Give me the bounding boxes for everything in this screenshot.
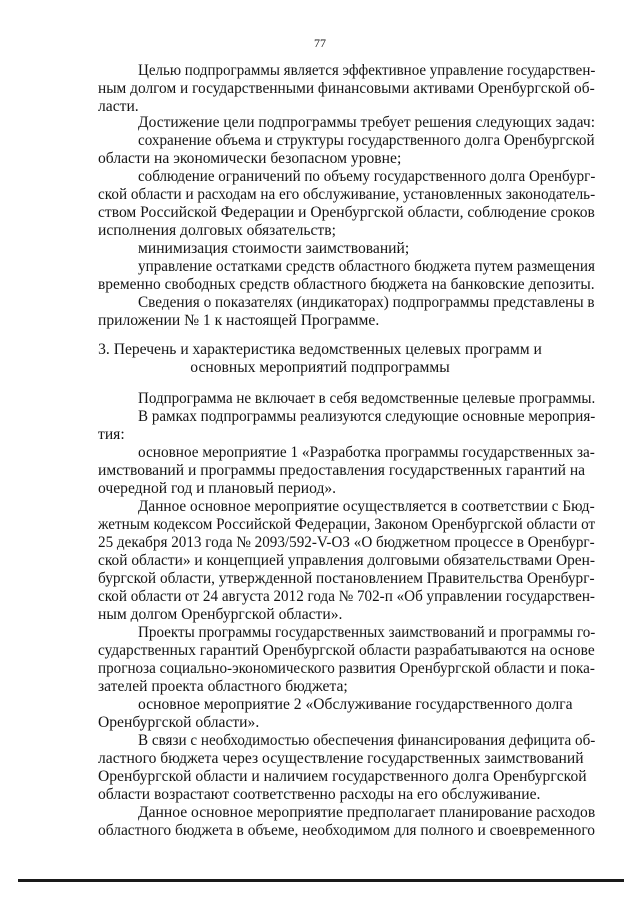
text-line: Подпрограмма не включает в себя ведомственные целевые программы. bbox=[138, 390, 596, 407]
scan-edge-divider bbox=[18, 879, 624, 882]
text-line: Проекты программы государственных заимствований и программы го- bbox=[138, 624, 596, 641]
text-line: Достижение цели подпрограммы требует решения следующих задач: bbox=[138, 114, 596, 131]
text-line: Оренбургской области и наличием государственного долга Оренбургской bbox=[98, 768, 587, 785]
text-line: имствований и программы предоставления государственных гарантий на bbox=[98, 462, 586, 479]
text-line: В связи с необходимостью обеспечения финансирования дефицита об- bbox=[138, 732, 596, 749]
text-line: очередной год и плановый период». bbox=[98, 480, 337, 497]
text-line: временно свободных средств областного бюджета на банковские депозиты. bbox=[98, 276, 595, 293]
text-line: ластного бюджета через осуществление государственных заимствований bbox=[98, 750, 584, 767]
text-line: областного бюджета в объеме, необходимом для полного и своевременного bbox=[98, 822, 596, 839]
text-line: основное мероприятие 1 «Разработка программы государственных за- bbox=[138, 444, 595, 461]
text-line: ской области и расходам на его обслуживание, установленных законодатель- bbox=[98, 186, 596, 203]
section-heading: 3. Перечень и характеристика ведомственных целевых программ и bbox=[98, 341, 542, 358]
text-line: сохранение объема и структуры государственного долга Оренбургской bbox=[138, 132, 595, 149]
text-line: прогноза социально-экономического развития Оренбургской области и пока- bbox=[98, 660, 595, 677]
text-line: 25 декабря 2013 года № 2093/592-V-ОЗ «О бюджетном процессе в Оренбург- bbox=[98, 534, 595, 551]
text-line: области на экономически безопасном уровне; bbox=[98, 150, 402, 167]
text-line: Данное основное мероприятие осуществляется в соответствии с Бюд- bbox=[138, 498, 595, 515]
text-line: приложении № 1 к настоящей Программе. bbox=[98, 312, 380, 329]
section-heading: основных мероприятий подпрограммы bbox=[190, 359, 450, 376]
text-line: ным долгом Оренбургской области». bbox=[98, 606, 343, 623]
text-line: ской области от 24 августа 2012 года № 702-п «Об управлении государствен- bbox=[98, 588, 595, 605]
text-line: Оренбургской области». bbox=[98, 714, 260, 731]
text-line: основное мероприятие 2 «Обслуживание государственного долга bbox=[138, 696, 573, 713]
page-number: 77 bbox=[314, 36, 326, 50]
text-line: Данное основное мероприятие предполагает планирование расходов bbox=[138, 804, 596, 821]
text-line: жетным кодексом Российской Федерации, Законом Оренбургской области от bbox=[98, 516, 596, 533]
text-line: сударственных гарантий Оренбургской области разрабатываются на основе bbox=[98, 642, 595, 659]
text-line: ным долгом и государственными финансовыми активами Оренбургской об- bbox=[98, 80, 595, 97]
text-line: ласти. bbox=[98, 98, 139, 115]
text-line: управление остатками средств областного бюджета путем размещения bbox=[138, 258, 595, 275]
text-line: минимизация стоимости заимствований; bbox=[138, 240, 410, 257]
text-line: ской области» и концепцией управления долговыми обязательствами Орен- bbox=[98, 552, 596, 569]
text-line: В рамках подпрограммы реализуются следующие основные мероприя- bbox=[138, 408, 596, 425]
text-line: соблюдение ограничений по объему государственного долга Оренбург- bbox=[138, 168, 596, 185]
text-line: зателей проекта областного бюджета; bbox=[98, 678, 348, 695]
text-line: области возрастают соответственно расходы на его обслуживание. bbox=[98, 786, 541, 803]
text-line: исполнения долговых обязательств; bbox=[98, 222, 336, 239]
text-line: Сведения о показателях (индикаторах) подпрограммы представлены в bbox=[138, 294, 595, 311]
text-line: ством Российской Федерации и Оренбургской области, соблюдение сроков bbox=[98, 204, 595, 221]
text-line: Целью подпрограммы является эффективное управление государствен- bbox=[138, 62, 596, 79]
text-line: тия: bbox=[98, 426, 125, 443]
text-line: бургской области, утвержденной постановлением Правительства Оренбург- bbox=[98, 570, 595, 587]
